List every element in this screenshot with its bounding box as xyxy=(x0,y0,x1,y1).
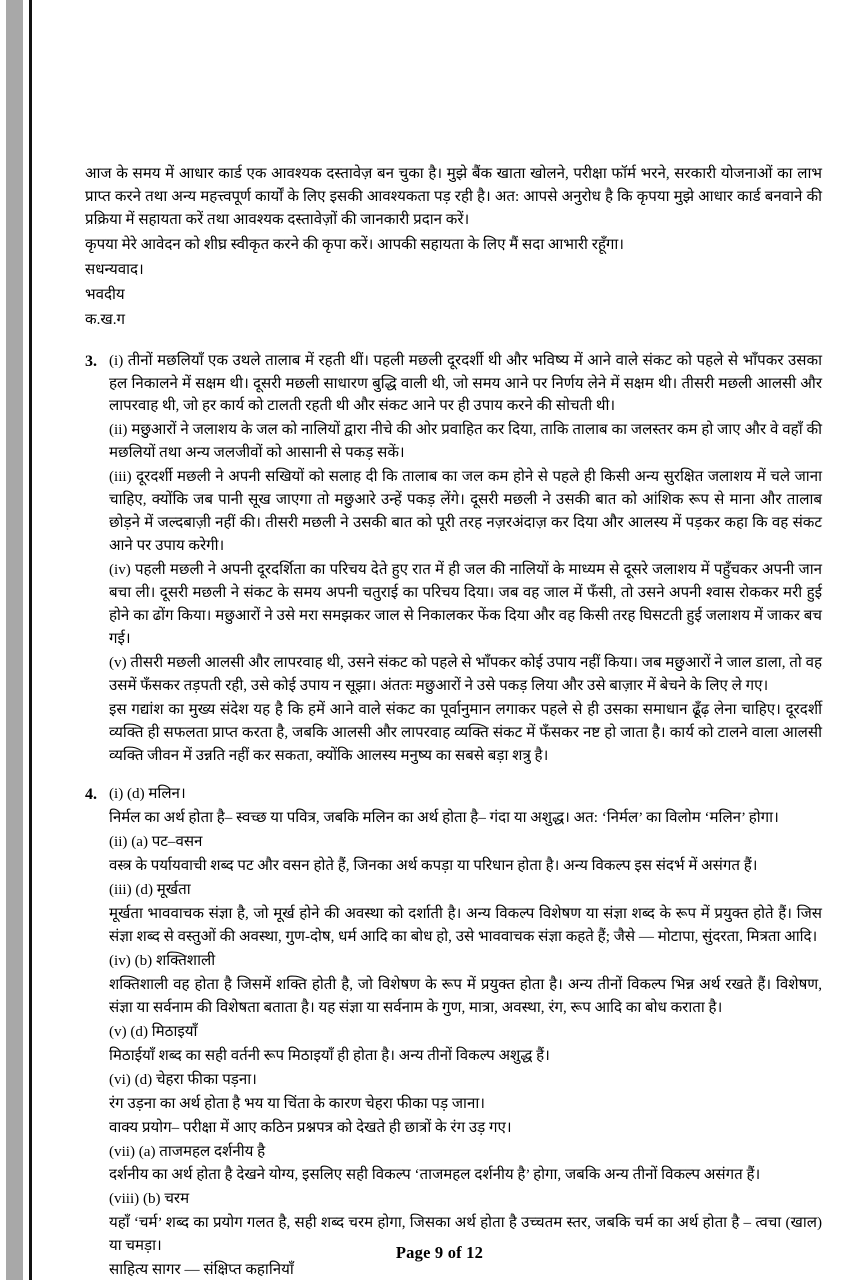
answer-explanation: वस्त्र के पर्यायवाची शब्द पट और वसन होते हैं, जिनका अर्थ कपड़ा या परिधान होता है। अन्य विकल्प इस संदर्भ में असंगत हैं। xyxy=(109,858,758,875)
question-3-block xyxy=(85,350,822,768)
question-4-number: 4. xyxy=(85,786,97,804)
page-number-label: Page 9 of 12 xyxy=(395,1243,484,1262)
answer-explanation: मिठाईयाँ शब्द का सही वर्तनी रूप मिठाइयाँ ही होता है। अन्य तीनों विकल्प अशुद्ध हैं। xyxy=(109,1047,550,1064)
answer-explanation: निर्मल का अर्थ होता है– स्वच्छ या पवित्र, जबकि मलिन का अर्थ होता है– गंदा या अशुद्ध। अत: ‘निर्मल’ का विलोम ‘मलिन’ होगा। xyxy=(109,810,779,827)
letter-body xyxy=(85,163,822,332)
section-heading-sahitya-sagar: साहित्य सागर — संक्षिप्त कहानियाँ xyxy=(109,1262,294,1279)
answer-item: (iv) पहली मछली ने अपनी दूरदर्शिता का परिचय देते हुए रात में ही जल की नालियों के माध्यम से दूसरे जलाशय में पहुँचकर अपनी जान बचा ली। दूसरी मछली ने संकट के समय अपनी चतुराई का परिचय दिया। जब वह जाल में फँसी, तो उसने अपनी श्वास रोककर मरी हुई होने का ढोंग किया। मछुआरों ने उसे मरा समझकर जाल से निकालकर फेंक दिया और वह किसी तरह घिसटती हुई जलाशय में जाकर बच गई। xyxy=(109,562,822,647)
answer-explanation: मूर्खता भाववाचक संज्ञा है, जो मूर्ख होने की अवस्था को दर्शाती है। अन्य विकल्प विशेषण या संज्ञा शब्द के रूप में प्रयुक्त होते हैं। जिस संज्ञा शब्द से वस्तुओं की अवस्था, गुण-दोष, धर्म आदि का बोध हो, उसे भाववाचक संज्ञा कहते हैं; जैसे — मोटापा, सुंदरता, मित्रता आदि। xyxy=(109,906,822,946)
left-gray-band xyxy=(6,0,23,1280)
answer-item: (v) तीसरी मछली आलसी और लापरवाह थी, उसने संकट को पहले से भाँपकर कोई उपाय नहीं किया। जब मछुआरों ने जाल डाला, तो वह उसमें फँसकर तड़पती रही, उसे कोई उपाय न सूझा। अंततः मछुआरों ने उसे पकड़ लिया और उसे बाज़ार में बेचने के लिए ले गए। xyxy=(109,654,822,694)
question-3-body xyxy=(109,350,822,768)
answer-option: (i) (d) मलिन। xyxy=(109,786,186,803)
answer-option: (iv) (b) शक्तिशाली xyxy=(109,953,216,969)
answer-option: (iii) (d) मूर्खता xyxy=(109,882,191,899)
question-4-block xyxy=(85,783,822,1282)
answer-explanation: दर्शनीय का अर्थ होता है देखने योग्य, इसलिए सही विकल्प ‘ताजमहल दर्शनीय है’ होगा, जबकि अन्य तीनों विकल्प असंगत हैं। xyxy=(109,1167,761,1184)
letter-thanks: सधन्यवाद। xyxy=(85,261,144,278)
page-content xyxy=(85,163,822,1283)
answer-item: (i) तीनों मछलियाँ एक उथले तालाब में रहती थीं। पहली मछली दूरदर्शी थी और भविष्य में आने वाले संकट को पहले से भाँपकर उसका हल निकालने में सक्षम थी। दूसरी मछली साधारण बुद्धि वाली थी, जो समय आने पर निर्णय लेने में सक्षम थी। तीसरी मछली आलसी और लापरवाह थी, जो हर कार्य को टालती रहती थी और संकट आने पर ही उपाय करने की सोचती थी। xyxy=(109,352,822,415)
spacer xyxy=(85,768,822,774)
answer-item: (iii) दूरदर्शी मछली ने अपनी सखियों को सलाह दी कि तालाब का जल कम होने से पहले ही किसी अन्य सुरक्षित जलाशय में चले जाना चाहिए, क्योंकि जब पानी सूख जाएगा तो मछुआरे उन्हें पकड़ लेंगे। दूसरी मछली ने उसकी बात को आंशिक रूप से माना और तालाब छोड़ने में जल्दबाज़ी नहीं की। तीसरी मछली ने उसकी बात को पूरी तरह नज़रअंदाज़ कर दिया और आलस्य में पड़कर कहा कि वह संकट आने पर उपाय करेगी। xyxy=(109,469,822,555)
letter-paragraph: आज के समय में आधार कार्ड एक आवश्यक दस्तावेज़ बन चुका है। मुझे बैंक खाता खोलने, परीक्षा फॉर्म भरने, सरकारी योजनाओं का लाभ प्राप्त करने तथा अन्य महत्त्वपूर्ण कार्यों के लिए इसकी आवश्यकता पड़ रही है। अत: आपसे अनुरोध है कि कृपया मुझे आधार कार्ड बनवाने की प्रक्रिया में सहायता करें तथा आवश्यक दस्तावेज़ों की जानकारी प्रदान करें। xyxy=(85,166,822,228)
answer-option: (vii) (a) ताजमहल दर्शनीय है xyxy=(109,1143,266,1160)
letter-closing: भवदीय xyxy=(85,286,125,303)
spacer xyxy=(85,335,822,341)
answer-explanation: शक्तिशाली वह होता है जिसमें शक्ति होती है, जो विशेषण के रूप में प्रयुक्त होता है। अन्य तीनों विकल्प भिन्न अर्थ रखते हैं। विशेषण, संज्ञा या सर्वनाम की विशेषता बताता है। यह संज्ञा या सर्वनाम के गुण, मात्रा, अवस्था, रंग, रूप आदि का बोध कराता है। xyxy=(109,976,822,1016)
answer-explanation: यहाँ ‘चर्म’ शब्द का प्रयोग गलत है, सही शब्द चरम होगा, जिसका अर्थ होता है उच्चतम स्तर, जबकि चर्म का अर्थ होता है – त्वचा (खाल) या चमड़ा। xyxy=(109,1215,822,1255)
answer-option: (ii) (a) पट–वसन xyxy=(109,834,203,851)
answer-example-sentence: वाक्य प्रयोग– परीक्षा में आए कठिन प्रश्नपत्र को देखते ही छात्रों के रंग उड़ गए। xyxy=(109,1119,512,1136)
question-4-body xyxy=(109,783,822,1282)
answer-option: (vi) (d) चेहरा फीका पड़ना। xyxy=(109,1071,257,1088)
question-3-number: 3. xyxy=(85,352,97,370)
answer-summary: इस गद्यांश का मुख्य संदेश यह है कि हमें आने वाले संकट का पूर्वानुमान लगाकर पहले से ही उसका समाधान ढूँढ़ लेना चाहिए। दूरदर्शी व्यक्ति ही सफलता प्राप्त करता है, जबकि आलसी और लापरवाह व्यक्ति संकट में फँसकर नष्ट हो जाता है। कार्य को टालने वाला आलसी व्यक्ति जीवन में उन्नति नहीं कर सकता, क्योंकि आलस्य मनुष्य का सबसे बड़ा शत्रु है। xyxy=(109,701,822,764)
answer-option: (viii) (b) चरम xyxy=(109,1191,190,1208)
letter-signature: क.ख.ग xyxy=(85,311,125,328)
answer-explanation: रंग उड़ना का अर्थ होता है भय या चिंता के कारण चेहरा फीका पड़ जाना। xyxy=(109,1095,485,1112)
left-black-border-rule xyxy=(29,0,32,1280)
answer-option: (v) (d) मिठाइयाँ xyxy=(109,1023,198,1040)
page-footer xyxy=(32,1243,847,1263)
answer-item: (ii) मछुआरों ने जलाशय के जल को नालियों द्वारा नीचे की ओर प्रवाहित कर दिया, ताकि तालाब का जलस्तर कम हो जाए और वे वहाँ की मछलियों तथा अन्य जलजीवों को आसानी से पकड़ सकें। xyxy=(109,422,822,462)
letter-paragraph: कृपया मेरे आवेदन को शीघ्र स्वीकृत करने की कृपा करें। आपकी सहायता के लिए मैं सदा आभारी रहूँगा। xyxy=(85,236,625,253)
